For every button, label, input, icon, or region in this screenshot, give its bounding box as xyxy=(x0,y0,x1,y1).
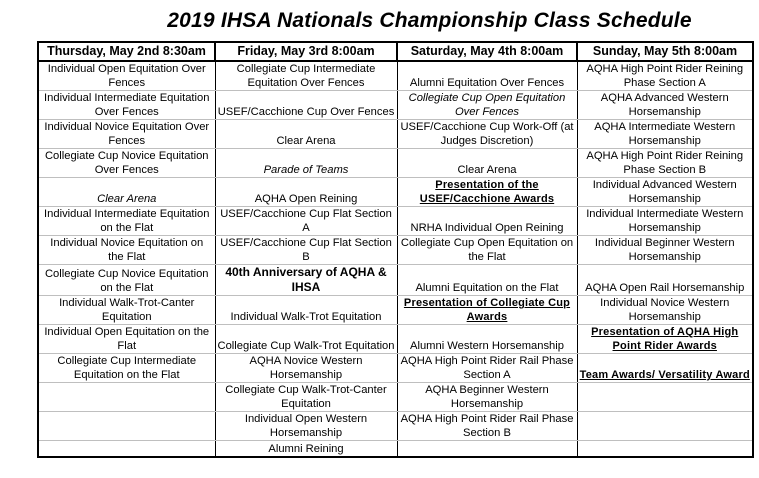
schedule-cell-thursday xyxy=(38,383,215,412)
table-row xyxy=(38,265,753,296)
schedule-cell-sunday xyxy=(577,120,753,149)
schedule-cell-friday xyxy=(215,265,397,296)
schedule-cell-thursday xyxy=(38,61,215,91)
schedule-cell-friday xyxy=(215,441,397,458)
schedule-cell-thursday xyxy=(38,91,215,120)
event-name: Individual Intermediate Equitation on the Flat xyxy=(44,208,210,234)
schedule-cell-sunday xyxy=(577,236,753,265)
schedule-cell-friday xyxy=(215,178,397,207)
event-name: AQHA High Point Rider Reining Phase Section A xyxy=(586,63,744,89)
schedule-cell-sunday xyxy=(577,325,753,354)
event-name: Individual Novice Equitation on the Flat xyxy=(50,237,204,263)
event-name: USEF/Cacchione Cup Flat Section B xyxy=(220,237,392,263)
schedule-cell-sunday xyxy=(577,412,753,441)
schedule-cell-saturday xyxy=(397,236,577,265)
schedule-cell-thursday xyxy=(38,236,215,265)
schedule-cell-sunday xyxy=(577,178,753,207)
event-name: Individual Beginner Western Horsemanship xyxy=(594,237,735,263)
award-presentation: Presentation of Collegiate Cup Awards xyxy=(403,297,571,323)
schedule-cell-sunday xyxy=(577,354,753,383)
event-name: Individual Open Western Horsemanship xyxy=(244,413,368,439)
schedule-cell-saturday xyxy=(397,296,577,325)
schedule-cell-friday xyxy=(215,236,397,265)
event-name: Collegiate Cup Intermediate Equitation on the Flat xyxy=(57,355,197,381)
schedule-cell-friday xyxy=(215,120,397,149)
schedule-cell-saturday xyxy=(397,61,577,91)
table-row xyxy=(38,91,753,120)
schedule-cell-saturday xyxy=(397,120,577,149)
award-presentation: Presentation of the USEF/Cacchione Awards xyxy=(419,179,555,205)
event-name: AQHA High Point Rider Rail Phase Section A xyxy=(400,355,574,381)
schedule-cell-friday xyxy=(215,149,397,178)
schedule-cell-thursday xyxy=(38,412,215,441)
table-row xyxy=(38,296,753,325)
header-row xyxy=(38,42,753,61)
schedule-table xyxy=(37,41,754,458)
page-title xyxy=(0,8,759,34)
table-row xyxy=(38,178,753,207)
event-name: AQHA High Point Rider Reining Phase Section B xyxy=(586,150,744,176)
header-sunday: Sunday, May 5th 8:00am xyxy=(577,42,753,61)
event-name: AQHA Intermediate Western Horsemanship xyxy=(594,121,736,147)
header-friday: Friday, May 3rd 8:00am xyxy=(215,42,397,61)
table-row xyxy=(38,325,753,354)
schedule-cell-sunday xyxy=(577,265,753,296)
schedule-cell-sunday xyxy=(577,61,753,91)
event-name: NRHA Individual Open Reining xyxy=(410,222,564,234)
event-name: Individual Open Equitation Over Fences xyxy=(47,63,206,89)
event-name: Individual Walk-Trot-Canter Equitation xyxy=(59,297,195,323)
event-name: AQHA Beginner Western Horsemanship xyxy=(425,384,549,410)
event-name: Collegiate Cup Intermediate Equitation Over Fences xyxy=(236,63,376,89)
event-name: Alumni Equitation Over Fences xyxy=(409,77,565,89)
table-row xyxy=(38,441,753,458)
schedule-cell-friday xyxy=(215,296,397,325)
schedule-cell-sunday xyxy=(577,296,753,325)
schedule-cell-friday xyxy=(215,61,397,91)
schedule-cell-sunday xyxy=(577,441,753,458)
header-thursday: Thursday, May 2nd 8:30am xyxy=(38,42,215,61)
schedule-cell-thursday xyxy=(38,441,215,458)
event-name: Individual Walk-Trot Equitation xyxy=(230,311,382,323)
schedule-cell-saturday xyxy=(397,91,577,120)
event-name: Collegiate Cup Novice Equitation Over Fences xyxy=(44,150,209,176)
schedule-cell-friday xyxy=(215,325,397,354)
schedule-cell-friday xyxy=(215,383,397,412)
event-name: Individual Intermediate Western Horsemanship xyxy=(586,208,744,234)
event-name: Alumni Western Horsemanship xyxy=(410,340,564,352)
table-row xyxy=(38,236,753,265)
event-name: USEF/Cacchione Cup Flat Section A xyxy=(220,208,392,234)
title-text: 2019 IHSA Nationals Championship Class Schedule xyxy=(167,9,692,32)
event-name: AQHA Open Rail Horsemanship xyxy=(585,282,745,294)
event-name: Individual Novice Equitation Over Fences xyxy=(44,121,210,147)
schedule-cell-thursday xyxy=(38,178,215,207)
schedule-cell-thursday xyxy=(38,149,215,178)
schedule-cell-friday xyxy=(215,207,397,236)
schedule-cell-saturday xyxy=(397,354,577,383)
event-name: Alumni Equitation on the Flat xyxy=(415,282,559,294)
event-name: Individual Intermediate Equitation Over Fences xyxy=(44,92,210,118)
event-name: USEF/Cacchione Cup Over Fences xyxy=(217,106,395,118)
schedule-cell-friday xyxy=(215,354,397,383)
schedule-cell-thursday xyxy=(38,207,215,236)
schedule-cell-saturday xyxy=(397,412,577,441)
schedule-cell-saturday xyxy=(397,149,577,178)
table-row xyxy=(38,354,753,383)
event-name: AQHA High Point Rider Rail Phase Section B xyxy=(400,413,574,439)
schedule-cell-saturday xyxy=(397,207,577,236)
event-name: Alumni Reining xyxy=(268,443,344,455)
event-name: AQHA Open Reining xyxy=(254,193,358,205)
table-row xyxy=(38,412,753,441)
schedule-cell-saturday xyxy=(397,265,577,296)
header-saturday: Saturday, May 4th 8:00am xyxy=(397,42,577,61)
event-name: Collegiate Cup Walk-Trot Equitation xyxy=(217,340,395,352)
schedule-cell-sunday xyxy=(577,207,753,236)
schedule-cell-saturday xyxy=(397,383,577,412)
schedule-cell-friday xyxy=(215,412,397,441)
schedule-cell-saturday xyxy=(397,441,577,458)
event-name: AQHA Novice Western Horsemanship xyxy=(249,355,363,381)
schedule-cell-thursday xyxy=(38,354,215,383)
event-name: Clear Arena xyxy=(276,135,336,147)
event-name: Clear Arena xyxy=(97,193,157,205)
schedule-cell-thursday xyxy=(38,265,215,296)
schedule-cell-sunday xyxy=(577,383,753,412)
table-row xyxy=(38,120,753,149)
award-presentation: Team Awards/ Versatility Award xyxy=(579,369,750,381)
schedule-cell-thursday xyxy=(38,325,215,354)
event-name: Collegiate Cup Open Equitation Over Fences xyxy=(408,92,566,118)
event-name: 40th Anniversary of AQHA & IHSA xyxy=(225,265,387,294)
award-presentation: Presentation of AQHA High Point Rider Awards xyxy=(591,326,739,352)
schedule-cell-thursday xyxy=(38,120,215,149)
schedule-cell-saturday xyxy=(397,325,577,354)
event-name: Individual Open Equitation on the Flat xyxy=(44,326,210,352)
table-row xyxy=(38,207,753,236)
table-row xyxy=(38,149,753,178)
schedule-cell-saturday xyxy=(397,178,577,207)
event-name: USEF/Cacchione Cup Work-Off (at Judges Discretion) xyxy=(400,121,574,147)
event-name: Individual Novice Western Horsemanship xyxy=(600,297,730,323)
event-name: Individual Advanced Western Horsemanship xyxy=(592,179,737,205)
schedule-body xyxy=(38,61,753,457)
table-row xyxy=(38,383,753,412)
table-row xyxy=(38,61,753,91)
schedule-cell-sunday xyxy=(577,91,753,120)
event-name: AQHA Advanced Western Horsemanship xyxy=(600,92,729,118)
event-name: Parade of Teams xyxy=(263,164,349,176)
schedule-cell-sunday xyxy=(577,149,753,178)
event-name: Clear Arena xyxy=(457,164,517,176)
event-name: Collegiate Cup Novice Equitation on the Flat xyxy=(44,268,209,294)
event-name: Collegiate Cup Open Equitation on the Flat xyxy=(400,237,574,263)
schedule-cell-thursday xyxy=(38,296,215,325)
event-name: Collegiate Cup Walk-Trot-Canter Equitation xyxy=(225,384,387,410)
schedule-cell-friday xyxy=(215,91,397,120)
